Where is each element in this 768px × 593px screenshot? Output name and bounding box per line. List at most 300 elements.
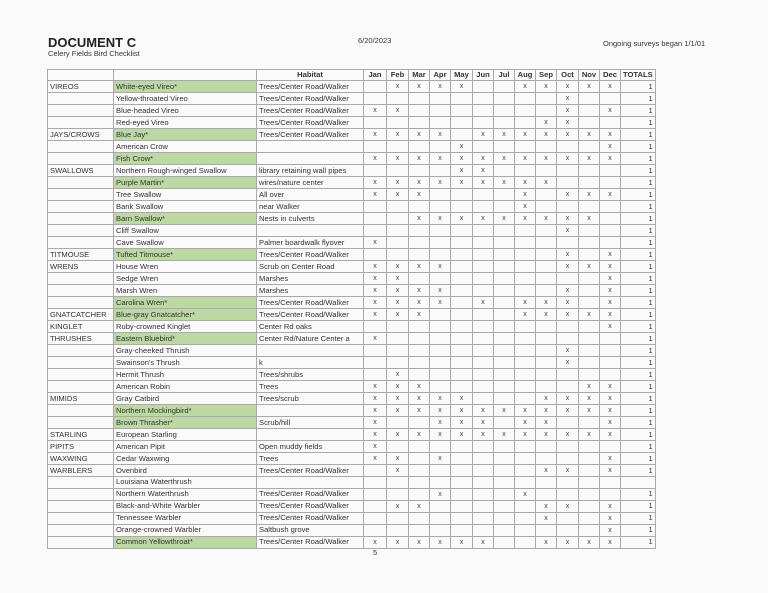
- month-cell: [430, 369, 451, 381]
- group-cell: [48, 105, 114, 117]
- month-cell: [364, 93, 387, 105]
- month-cell: [387, 261, 409, 273]
- total-cell: 1: [621, 405, 656, 417]
- sighting-mark: x: [565, 538, 570, 546]
- total-cell: 1: [621, 129, 656, 141]
- month-cell: [409, 524, 430, 536]
- sighting-mark: x: [417, 395, 421, 402]
- month-cell: [515, 201, 536, 213]
- month-cell: [364, 273, 387, 285]
- total-cell: 1: [621, 165, 656, 177]
- month-cell: [364, 237, 387, 249]
- sighting-mark: x: [608, 251, 612, 258]
- species-cell: White-eyed Vireo*: [114, 81, 257, 93]
- habitat-cell: Scrub on Center Road: [257, 261, 364, 273]
- month-cell: [600, 333, 621, 345]
- month-cell: [579, 488, 600, 500]
- month-cell: [409, 273, 430, 285]
- species-cell: Swainson's Thrush: [114, 357, 257, 369]
- table-row: [48, 117, 656, 129]
- month-cell: [473, 453, 494, 465]
- month-cell: [536, 165, 557, 177]
- sighting-mark: x: [565, 107, 570, 114]
- sighting-mark: x: [523, 131, 527, 138]
- month-cell: [494, 261, 515, 273]
- month-cell: [387, 405, 409, 417]
- sighting-mark: x: [438, 83, 442, 90]
- species-cell: Cave Swallow: [114, 237, 257, 249]
- month-cell: [600, 93, 621, 105]
- group-cell: PIPITS: [48, 441, 114, 453]
- month-cell: [536, 524, 557, 536]
- group-cell: [48, 273, 114, 285]
- month-cell: [536, 417, 557, 429]
- sighting-mark: x: [373, 263, 377, 270]
- month-cell: [515, 333, 536, 345]
- month-cell: [536, 201, 557, 213]
- month-cell: [387, 225, 409, 237]
- month-cell: [451, 393, 473, 405]
- sighting-mark: x: [502, 179, 506, 186]
- sighting-mark: x: [395, 275, 400, 282]
- species-cell: Yellow-throated Vireo: [114, 93, 257, 105]
- month-cell: [515, 153, 536, 165]
- month-cell: [430, 381, 451, 393]
- month-cell: [579, 417, 600, 429]
- sighting-mark: x: [608, 83, 612, 90]
- total-cell: 1: [621, 285, 656, 297]
- sighting-mark: x: [395, 431, 400, 438]
- month-cell: [387, 453, 409, 465]
- month-cell: [579, 177, 600, 189]
- sighting-mark: x: [459, 538, 464, 546]
- month-cell: [515, 381, 536, 393]
- month-cell: [600, 105, 621, 117]
- month-cell: [387, 117, 409, 129]
- table-row: [48, 536, 656, 548]
- species-cell: Fish Crow*: [114, 153, 257, 165]
- species-cell: Blue-gray Gnatcatcher*: [114, 309, 257, 321]
- month-cell: [364, 153, 387, 165]
- month-cell: [579, 333, 600, 345]
- month-cell: [409, 81, 430, 93]
- habitat-cell: All over: [257, 189, 364, 201]
- month-cell: [557, 333, 579, 345]
- sighting-mark: x: [587, 263, 591, 270]
- month-cell: [430, 177, 451, 189]
- total-cell: 1: [621, 201, 656, 213]
- group-cell: WARBLERS: [48, 465, 114, 477]
- table-row: [48, 93, 656, 105]
- month-cell: [451, 477, 473, 489]
- group-cell: [48, 225, 114, 237]
- habitat-cell: k: [257, 357, 364, 369]
- group-cell: [48, 285, 114, 297]
- month-cell: [409, 345, 430, 357]
- table-row: [48, 369, 656, 381]
- month-cell: [579, 512, 600, 524]
- month-cell: [515, 345, 536, 357]
- month-cell: [600, 465, 621, 477]
- column-header: Jan: [364, 70, 387, 81]
- month-cell: [451, 129, 473, 141]
- group-cell: [48, 297, 114, 309]
- month-cell: [515, 93, 536, 105]
- month-cell: [515, 189, 536, 201]
- group-cell: [48, 536, 114, 548]
- sighting-mark: x: [565, 95, 570, 102]
- species-cell: Sedge Wren: [114, 273, 257, 285]
- document-title: DOCUMENT C: [48, 35, 137, 50]
- habitat-cell: Trees/Center Road/Walker: [257, 93, 364, 105]
- table-row: [48, 512, 656, 524]
- month-cell: [536, 369, 557, 381]
- month-cell: [515, 261, 536, 273]
- month-cell: [387, 321, 409, 333]
- group-cell: [48, 189, 114, 201]
- month-cell: [430, 213, 451, 225]
- month-cell: [557, 153, 579, 165]
- sighting-mark: x: [459, 407, 464, 414]
- month-cell: [364, 165, 387, 177]
- month-cell: [451, 500, 473, 512]
- group-cell: [48, 381, 114, 393]
- total-cell: 1: [621, 141, 656, 153]
- group-cell: [48, 201, 114, 213]
- month-cell: [387, 213, 409, 225]
- month-cell: [387, 285, 409, 297]
- month-cell: [600, 285, 621, 297]
- sighting-mark: x: [565, 311, 570, 318]
- month-cell: [557, 453, 579, 465]
- sighting-mark: x: [395, 299, 400, 306]
- month-cell: [473, 105, 494, 117]
- month-cell: [430, 357, 451, 369]
- month-cell: [387, 381, 409, 393]
- sighting-mark: x: [523, 299, 527, 306]
- month-cell: [579, 213, 600, 225]
- habitat-cell: [257, 477, 364, 489]
- month-cell: [557, 261, 579, 273]
- sighting-mark: x: [523, 191, 527, 198]
- month-cell: [536, 249, 557, 261]
- month-cell: [473, 297, 494, 309]
- month-cell: [409, 297, 430, 309]
- month-cell: [579, 81, 600, 93]
- table-row: [48, 309, 656, 321]
- sighting-mark: x: [373, 239, 377, 246]
- month-cell: [430, 500, 451, 512]
- month-cell: [579, 201, 600, 213]
- habitat-cell: Palmer boardwalk flyover: [257, 237, 364, 249]
- month-cell: [430, 105, 451, 117]
- group-cell: [48, 524, 114, 536]
- month-cell: [600, 345, 621, 357]
- month-cell: [409, 441, 430, 453]
- month-cell: [494, 524, 515, 536]
- habitat-cell: [257, 153, 364, 165]
- sighting-mark: x: [459, 143, 464, 150]
- sighting-mark: x: [373, 155, 377, 162]
- table-row: [48, 453, 656, 465]
- month-cell: [494, 393, 515, 405]
- month-cell: [579, 453, 600, 465]
- month-cell: [387, 105, 409, 117]
- species-cell: Orange-crowned Warbler: [114, 524, 257, 536]
- month-cell: [536, 465, 557, 477]
- month-cell: [364, 321, 387, 333]
- total-cell: 1: [621, 105, 656, 117]
- document-date: 6/20/2023: [358, 36, 392, 45]
- sighting-mark: x: [417, 502, 421, 510]
- month-cell: [430, 536, 451, 548]
- month-cell: [600, 177, 621, 189]
- month-cell: [515, 453, 536, 465]
- month-cell: [557, 429, 579, 441]
- month-cell: [557, 201, 579, 213]
- total-cell: 1: [621, 225, 656, 237]
- sighting-mark: x: [395, 502, 400, 510]
- species-cell: Blue Jay*: [114, 129, 257, 141]
- month-cell: [430, 309, 451, 321]
- table-row: [48, 297, 656, 309]
- month-cell: [536, 488, 557, 500]
- group-cell: [48, 177, 114, 189]
- month-cell: [387, 237, 409, 249]
- month-cell: [364, 465, 387, 477]
- sighting-mark: x: [544, 502, 548, 510]
- month-cell: [364, 141, 387, 153]
- month-cell: [451, 333, 473, 345]
- table-row: [48, 177, 656, 189]
- month-cell: [579, 273, 600, 285]
- month-cell: [364, 81, 387, 93]
- species-cell: Northern Waterthrush: [114, 488, 257, 500]
- table-row: [48, 477, 656, 489]
- sighting-mark: x: [417, 263, 421, 270]
- month-cell: [451, 488, 473, 500]
- month-cell: [579, 165, 600, 177]
- month-cell: [557, 381, 579, 393]
- column-header: Mar: [409, 70, 430, 81]
- column-header: [48, 70, 114, 81]
- total-cell: 1: [621, 297, 656, 309]
- sighting-mark: x: [438, 538, 442, 546]
- column-header: Apr: [430, 70, 451, 81]
- month-cell: [451, 345, 473, 357]
- sighting-mark: x: [544, 131, 548, 138]
- month-cell: [579, 405, 600, 417]
- table-row: [48, 500, 656, 512]
- species-cell: Gray-cheeked Thrush: [114, 345, 257, 357]
- month-cell: [557, 465, 579, 477]
- sighting-mark: x: [417, 383, 421, 390]
- sighting-mark: x: [373, 191, 377, 198]
- group-cell: [48, 117, 114, 129]
- sighting-mark: x: [481, 167, 485, 174]
- month-cell: [473, 93, 494, 105]
- sighting-mark: x: [587, 383, 591, 390]
- table-row: [48, 213, 656, 225]
- total-cell: 1: [621, 93, 656, 105]
- table-row: [48, 141, 656, 153]
- sighting-mark: x: [544, 395, 548, 402]
- month-cell: [600, 417, 621, 429]
- month-cell: [451, 417, 473, 429]
- month-cell: [557, 417, 579, 429]
- species-cell: American Pipit: [114, 441, 257, 453]
- sighting-mark: x: [608, 191, 612, 198]
- month-cell: [451, 165, 473, 177]
- month-cell: [451, 524, 473, 536]
- month-cell: [387, 369, 409, 381]
- sighting-mark: x: [544, 179, 548, 186]
- sighting-mark: x: [587, 155, 591, 162]
- month-cell: [473, 488, 494, 500]
- sighting-mark: x: [373, 443, 377, 450]
- month-cell: [473, 309, 494, 321]
- month-cell: [387, 297, 409, 309]
- month-cell: [451, 189, 473, 201]
- column-header: Nov: [579, 70, 600, 81]
- sighting-mark: x: [395, 131, 400, 138]
- sighting-mark: x: [395, 155, 400, 162]
- sighting-mark: x: [523, 407, 527, 414]
- group-cell: MIMIDS: [48, 393, 114, 405]
- month-cell: [600, 237, 621, 249]
- month-cell: [536, 477, 557, 489]
- month-cell: [536, 213, 557, 225]
- species-cell: American Crow: [114, 141, 257, 153]
- month-cell: [430, 153, 451, 165]
- month-cell: [515, 309, 536, 321]
- month-cell: [409, 225, 430, 237]
- month-cell: [579, 141, 600, 153]
- month-cell: [451, 249, 473, 261]
- table-row: [48, 249, 656, 261]
- month-cell: [473, 357, 494, 369]
- month-cell: [364, 117, 387, 129]
- sighting-mark: x: [565, 227, 570, 234]
- species-cell: Carolina Wren*: [114, 297, 257, 309]
- month-cell: [600, 441, 621, 453]
- sighting-mark: x: [587, 311, 591, 318]
- month-cell: [494, 512, 515, 524]
- month-cell: [579, 524, 600, 536]
- month-cell: [364, 405, 387, 417]
- species-cell: Northern Rough-winged Swallow: [114, 165, 257, 177]
- total-cell: 1: [621, 345, 656, 357]
- month-cell: [557, 81, 579, 93]
- month-cell: [430, 465, 451, 477]
- sighting-mark: x: [481, 299, 485, 306]
- sighting-mark: x: [608, 538, 612, 546]
- month-cell: [409, 500, 430, 512]
- habitat-cell: [257, 429, 364, 441]
- month-cell: [451, 273, 473, 285]
- species-cell: European Starling: [114, 429, 257, 441]
- month-cell: [364, 524, 387, 536]
- month-cell: [409, 285, 430, 297]
- group-cell: [48, 500, 114, 512]
- table-row: [48, 153, 656, 165]
- sighting-mark: x: [523, 490, 527, 498]
- month-cell: [473, 333, 494, 345]
- month-cell: [387, 417, 409, 429]
- month-cell: [473, 117, 494, 129]
- species-cell: Red-eyed Vireo: [114, 117, 257, 129]
- species-cell: Black-and-White Warbler: [114, 500, 257, 512]
- sighting-mark: x: [544, 431, 548, 438]
- month-cell: [600, 81, 621, 93]
- month-cell: [494, 429, 515, 441]
- month-cell: [473, 225, 494, 237]
- species-cell: Cedar Waxwing: [114, 453, 257, 465]
- month-cell: [557, 405, 579, 417]
- group-cell: [48, 93, 114, 105]
- sighting-mark: x: [544, 407, 548, 414]
- sighting-mark: x: [481, 155, 485, 162]
- month-cell: [473, 261, 494, 273]
- sighting-mark: x: [523, 155, 527, 162]
- month-cell: [451, 321, 473, 333]
- species-cell: Ruby-crowned Kinglet: [114, 321, 257, 333]
- sighting-mark: x: [544, 514, 548, 522]
- sighting-mark: x: [608, 131, 612, 138]
- month-cell: [494, 201, 515, 213]
- month-cell: [409, 512, 430, 524]
- month-cell: [451, 225, 473, 237]
- sighting-mark: x: [544, 119, 548, 126]
- group-cell: [48, 237, 114, 249]
- month-cell: [409, 237, 430, 249]
- month-cell: [536, 357, 557, 369]
- sighting-mark: x: [459, 419, 464, 426]
- month-cell: [409, 429, 430, 441]
- total-cell: 1: [621, 512, 656, 524]
- habitat-cell: Trees/Center Road/Walker: [257, 105, 364, 117]
- month-cell: [579, 441, 600, 453]
- habitat-cell: library retaining wall pipes: [257, 165, 364, 177]
- month-cell: [557, 141, 579, 153]
- month-cell: [430, 237, 451, 249]
- sighting-mark: x: [608, 263, 612, 270]
- month-cell: [387, 165, 409, 177]
- sighting-mark: x: [587, 407, 591, 414]
- month-cell: [536, 381, 557, 393]
- month-cell: [536, 309, 557, 321]
- total-cell: 1: [621, 189, 656, 201]
- month-cell: [364, 297, 387, 309]
- sighting-mark: x: [544, 467, 548, 474]
- species-cell: Gray Catbird: [114, 393, 257, 405]
- total-cell: 1: [621, 465, 656, 477]
- month-cell: [536, 189, 557, 201]
- month-cell: [430, 477, 451, 489]
- month-cell: [451, 369, 473, 381]
- sighting-mark: x: [481, 431, 485, 438]
- month-cell: [579, 189, 600, 201]
- month-cell: [409, 177, 430, 189]
- species-cell: Bank Swallow: [114, 201, 257, 213]
- month-cell: [387, 357, 409, 369]
- month-cell: [473, 512, 494, 524]
- month-cell: [600, 524, 621, 536]
- month-cell: [536, 93, 557, 105]
- month-cell: [557, 345, 579, 357]
- month-cell: [515, 165, 536, 177]
- species-cell: Hermit Thrush: [114, 369, 257, 381]
